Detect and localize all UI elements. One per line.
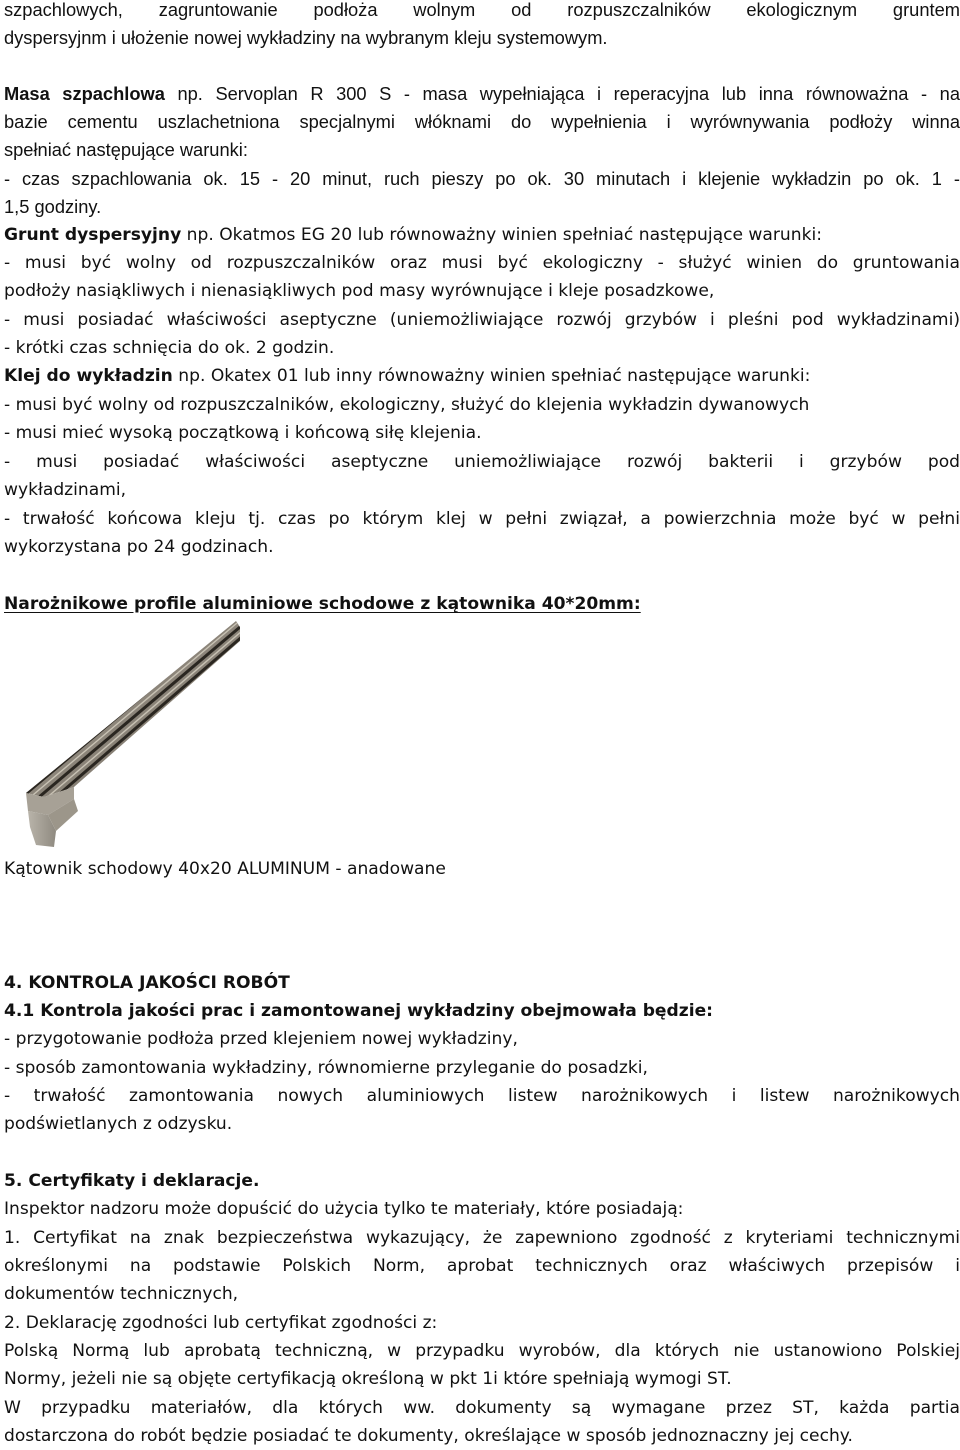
masa-line-1-text: np. Servoplan R 300 S - masa wypełniająca i reperacyjna lub inna równoważna - na bbox=[164, 83, 960, 104]
masa-line-1 bbox=[4, 80, 960, 108]
intro-line-1: szpachlowych, zagruntowanie podłoża wolnym od rozpuszczalników ekologicznym gruntem bbox=[4, 0, 960, 20]
masa-label: Masa szpachlowa bbox=[4, 83, 165, 104]
section-5-heading: 5. Certyfikaty i deklaracje. bbox=[4, 1171, 260, 1191]
section-5-line-6: Polską Normą lub aprobatą techniczną, w przypadku wyrobów, dla których nie ustanowiono Polskiej bbox=[4, 1341, 960, 1361]
klej-label: Klej do wykładzin bbox=[4, 366, 173, 386]
section-4-heading: 4. KONTROLA JAKOŚCI ROBÓT bbox=[4, 973, 290, 993]
section-5-line-1: Inspektor nadzoru może dopuścić do użycia tylko te materiały, które posiadają: bbox=[4, 1199, 684, 1219]
klej-line-2: - musi być wolny od rozpuszczalników, ekologiczny, służyć do klejenia wykładzin dywanowych bbox=[4, 395, 810, 415]
section-4-subheading: 4.1 Kontrola jakości prac i zamontowanej wykładziny obejmowała będzie: bbox=[4, 1001, 713, 1021]
section-5-line-5: 2. Deklarację zgodności lub certyfikat zgodności z: bbox=[4, 1313, 438, 1333]
profile-heading: Narożnikowe profile aluminiowe schodowe z kątownika 40*20mm: bbox=[4, 594, 641, 614]
stair-profile-photo bbox=[4, 617, 240, 853]
masa-line-4: - czas szpachlowania ok. 15 - 20 minut, ruch pieszy po ok. 30 minutach i klejenie wykładzin po ok. 1 - bbox=[4, 168, 960, 189]
section-5-line-8: W przypadku materiałów, dla których ww. dokumenty są wymagane przez ST, każda partia bbox=[4, 1398, 960, 1418]
section-5-line-3: określonymi na podstawie Polskich Norm, aprobat technicznych oraz właściwych przepisów i bbox=[4, 1256, 960, 1276]
section-5-line-9: dostarczona do robót będzie posiadać te dokumenty, określające w sposób jednoznaczny jej cechy. bbox=[4, 1426, 853, 1446]
masa-line-3: spełniać następujące warunki: bbox=[4, 139, 248, 160]
grunt-line-2: - musi być wolny od rozpuszczalników oraz musi być ekologiczny - służyć winien do gruntowania bbox=[4, 253, 960, 273]
klej-line-1 bbox=[4, 362, 960, 390]
profile-caption: Kątownik schodowy 40x20 ALUMINUM - anadowane bbox=[4, 859, 446, 879]
klej-line-7: wykorzystana po 24 godzinach. bbox=[4, 537, 274, 557]
section-4-line-4: podświetlanych z odzysku. bbox=[4, 1114, 233, 1134]
klej-line-5: wykładzinami, bbox=[4, 480, 127, 500]
klej-line-3: - musi mieć wysoką początkową i końcową siłę klejenia. bbox=[4, 423, 482, 443]
grunt-line-4: - musi posiadać właściwości aseptyczne (uniemożliwiające rozwój grzybów i pleśni pod wykładzinami) bbox=[4, 310, 960, 330]
grunt-line-1 bbox=[4, 221, 960, 249]
section-5-line-4: dokumentów technicznych, bbox=[4, 1284, 239, 1304]
grunt-line-3: podłoży nasiąkliwych i nienasiąkliwych pod masy wyrównujące i kleje posadzkowe, bbox=[4, 281, 715, 301]
section-5-line-2: 1. Certyfikat na znak bezpieczeństwa wykazujący, że zapewniono zgodność z kryteriami technicznymi bbox=[4, 1228, 960, 1248]
section-4-line-1: - przygotowanie podłoża przed klejeniem nowej wykładziny, bbox=[4, 1029, 518, 1049]
section-4-line-2: - sposób zamontowania wykładziny, równomierne przyleganie do posadzki, bbox=[4, 1058, 648, 1078]
klej-line-1-text: np. Okatex 01 lub inny równoważny winien spełniać następujące warunki: bbox=[172, 366, 811, 386]
grunt-line-1-text: np. Okatmos EG 20 lub równoważny winien spełniać następujące warunki: bbox=[181, 225, 822, 245]
grunt-label: Grunt dyspersyjny bbox=[4, 225, 182, 245]
masa-line-2: bazie cementu uszlachetniona specjalnymi włóknami do wypełnienia i wyrównywania podłoży winna bbox=[4, 111, 960, 132]
section-5-line-7: Normy, jeżeli nie są objęte certyfikacją określoną w pkt 1i które spełniają wymogi ST. bbox=[4, 1369, 732, 1389]
grunt-line-5: - krótki czas schnięcia do ok. 2 godzin. bbox=[4, 338, 335, 358]
klej-line-6: - trwałość końcowa kleju tj. czas po którym klej w pełni związał, a powierzchnia może być w pełni bbox=[4, 509, 960, 529]
section-4-line-3: - trwałość zamontowania nowych aluminiowych listew narożnikowych i listew narożnikowych bbox=[4, 1086, 960, 1106]
masa-line-5: 1,5 godziny. bbox=[4, 196, 102, 217]
klej-line-4: - musi posiadać właściwości aseptyczne uniemożliwiające rozwój bakterii i grzybów pod bbox=[4, 452, 960, 472]
intro-line-2: dyspersyjnm i ułożenie nowej wykładziny na wybranym kleju systemowym. bbox=[4, 27, 608, 48]
